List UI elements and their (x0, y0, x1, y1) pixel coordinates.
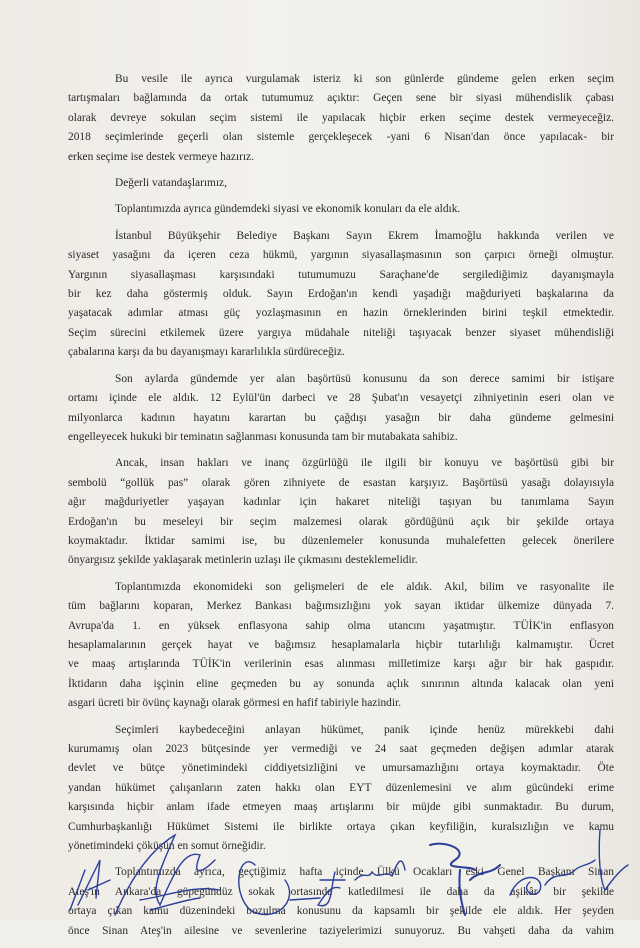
text-line: sembolü “gollük pas” olarak gören zihniyete de esastan karşıyız. Başörtüsü yasağı dolayısıyla (68, 476, 614, 489)
text-line: Ateş'in Ankara'da güpegündüz sokak ortasında katledilmesi ile daha da aşikâr bir şekilde (68, 885, 614, 898)
text-line: İstanbul Büyükşehir Belediye Başkanı Sayın Ekrem İmamoğlu hakkında verilen ve (115, 229, 614, 242)
signature-2 (115, 835, 220, 915)
paragraph (68, 70, 614, 167)
text-line: Seçimleri kaybedeceğini anlayan hükümet, panik içinde henüz mürekkebi dahi (115, 723, 614, 736)
text-line: ve maaş artışlarında TÜİK'in verilerinin esas alınması milletimize karşı ağır bir hak gaspıdır. (68, 658, 614, 671)
text-line: Cumhurbaşkanlığı Hükümet Sistemi ile birlikte ortaya çıkan keyfiliğin, kuralsızlığın ve kamu (68, 820, 614, 833)
text-line: tüm bağlarını koparan, Merkez Bankası bağımsızlığını yok sayan iktidar ülkemize dünyada 7. (68, 600, 614, 613)
signature-3 (239, 862, 320, 915)
text-line: siyaset yasağını da içeren ceza hükmü, yargının siyasallaşmasının son çarpıcı örneği olmuştur. (68, 249, 614, 262)
text-line: yandan hükümet çalışanların zaten hakkı olan EYT düzenlemesini ve alım gücündeki erime (68, 781, 614, 794)
paragraph (68, 578, 614, 714)
paragraph (68, 370, 614, 448)
text-line: Son aylarda gündemde yer alan başörtüsü konusunu da son derece samimi bir istişare (115, 372, 614, 385)
text-line: Seçim sürecini etkilemek üzere yargıya müdahale niteliği taşıyacak benzer siyaset mühendisliği (68, 326, 614, 339)
text-line: Toplantımızda ekonomideki son gelişmeleri de ele aldık. Akıl, bilim ve rasyonalite ile (115, 580, 614, 593)
text-line: tartışmaları bağlamında da ortak tutumumuz açıktır: Geçen sene bir siyasi mühendislik çabası (68, 92, 614, 105)
text-line: Erdoğan'ın bu meseleyi bir seçim malzemesi olarak gördüğünü açık bir şekilde ortaya (68, 515, 614, 528)
text-line: kurumamış olan 2023 bütçesinde yer vermediği ve 24 saat geçmeden değişen adımlar atarak (68, 743, 614, 755)
text-line: koymaktadır. İktidar samimi ise, bu düzenlemeler konusunda muhalefetten gelecek önerilere (68, 534, 614, 547)
text-line: 2018 seçimlerinde geçerli olan sistemle gerçekleşecek -yani 6 Nisan'dan önce yapılacak- bir (68, 131, 614, 144)
signature-5 (430, 844, 500, 915)
text-line: önyargısız şekilde yaklaşarak metinlerin uzlaşı ile çıkmasını desteklemelidir. (68, 554, 418, 567)
text-line: yönetimindeki çöküşün en somut örneğidir. (68, 840, 266, 853)
signature-4 (318, 861, 405, 906)
paragraph (68, 454, 614, 570)
text-line: Toplantımızda ayrıca gündemdeki siyasi ve ekonomik konuları da ele aldık. (115, 203, 461, 216)
text-line: Yargının siyasallaşması karşısındaki tutumumuzu Saraçhane'de sergilediğimiz dayanışmayla (68, 268, 614, 281)
text-line: devlet ve bütçe yönetimindeki ciddiyetsizliğini ve umursamazlığını ortaya koymaktadır. Öte (68, 762, 614, 775)
text-line: Toplantımızda ayrıca, geçtiğimiz hafta içinde Ülkü Ocakları eski Genel Başkanı Sinan (115, 866, 614, 879)
text-line: ağır mağduriyetler yaşayan kadınlar için hakaret niteliği taşıyan bu tanımlama Sayın (68, 496, 614, 509)
text-line: asgari ücreti bir övünç kaynağı olarak görmesi en hafif tabiriyle hazindir. (68, 697, 402, 710)
paragraph (68, 174, 614, 193)
text-line: karşısında hiçbir anlam ifade etmeyen maaş artışlarını bir müjde gibi sunmaktadır. Bu durum, (68, 801, 614, 814)
paragraph (68, 227, 614, 363)
signatures (0, 810, 640, 920)
paragraph (68, 200, 614, 219)
text-line: önce Sinan Ateş'in ailesine ve sevenlerine taziyelerimizi sunuyoruz. Bu vahşeti daha da vahim (68, 924, 614, 937)
text-line: çabalarına karşı da bu dayanışmayı kararlılıkla sürdüreceğiz. (68, 346, 345, 359)
text-line: milyonlarca kadının hayatını karartan bu çağdışı yasağın bir daha gündeme gelmesini (68, 411, 614, 424)
text-line: erken seçime ise destek vermeye hazırız. (68, 150, 254, 163)
signature-1 (70, 860, 110, 910)
text-line: engelleyecek hukuki bir teminatın sağlanması konusunda tam bir mutabakata sahibiz. (68, 430, 458, 443)
text-line: Ancak, insan hakları ve inanç özgürlüğü ile ilgili bir konuyu ve başörtüsü gibi bir (115, 457, 614, 470)
text-line: Bu vesile ile ayrıca vurgulamak isteriz ki son günlerde gündeme gelen erken seçim (115, 73, 614, 85)
text-line: İktidarın daha işçinin eline geçmeden bu ay sonunda açlık sınırının altında kalacak olan yeni (68, 677, 614, 690)
text-line: olarak devreye sokulan seçim sistemi ile yapılacak hiçbir erken seçime destek vermeyeceğiz. (68, 111, 614, 124)
text-line: yaşatacak adımlar atması güç yozlaşmasının en hazin örneklerinden birini teşkil etmektedir. (68, 307, 614, 320)
text-line: Değerli vatandaşlarımız, (115, 177, 227, 190)
text-line: bir kez daha göstermiş olduk. Sayın Erdoğan'ın kendi yaşadığı mağduriyeti başkalarına da (68, 288, 614, 301)
text-line: ortamı içinde ele aldık. 12 Eylül'ün darbeci ve 28 Şubat'ın vesayetçi zihniyetinin eseri olan ve (68, 392, 614, 405)
text-line: Avrupa'da 1. en yüksek enflasyona sahip olma utancını yaşatmıştır. TÜİK'in enflasyon (68, 619, 614, 632)
signature-6 (510, 830, 628, 895)
text-line: hesaplamalarının gerçek hayat ve bağımsız hesaplamalarla hiçbir tutarlılığı kalmamıştır. Ücret (68, 638, 614, 651)
text-line: ortaya çıkan kamu düzenindeki bozulma konusunu da kapsamlı bir şekilde ele aldık. Her şeyden (68, 905, 614, 918)
